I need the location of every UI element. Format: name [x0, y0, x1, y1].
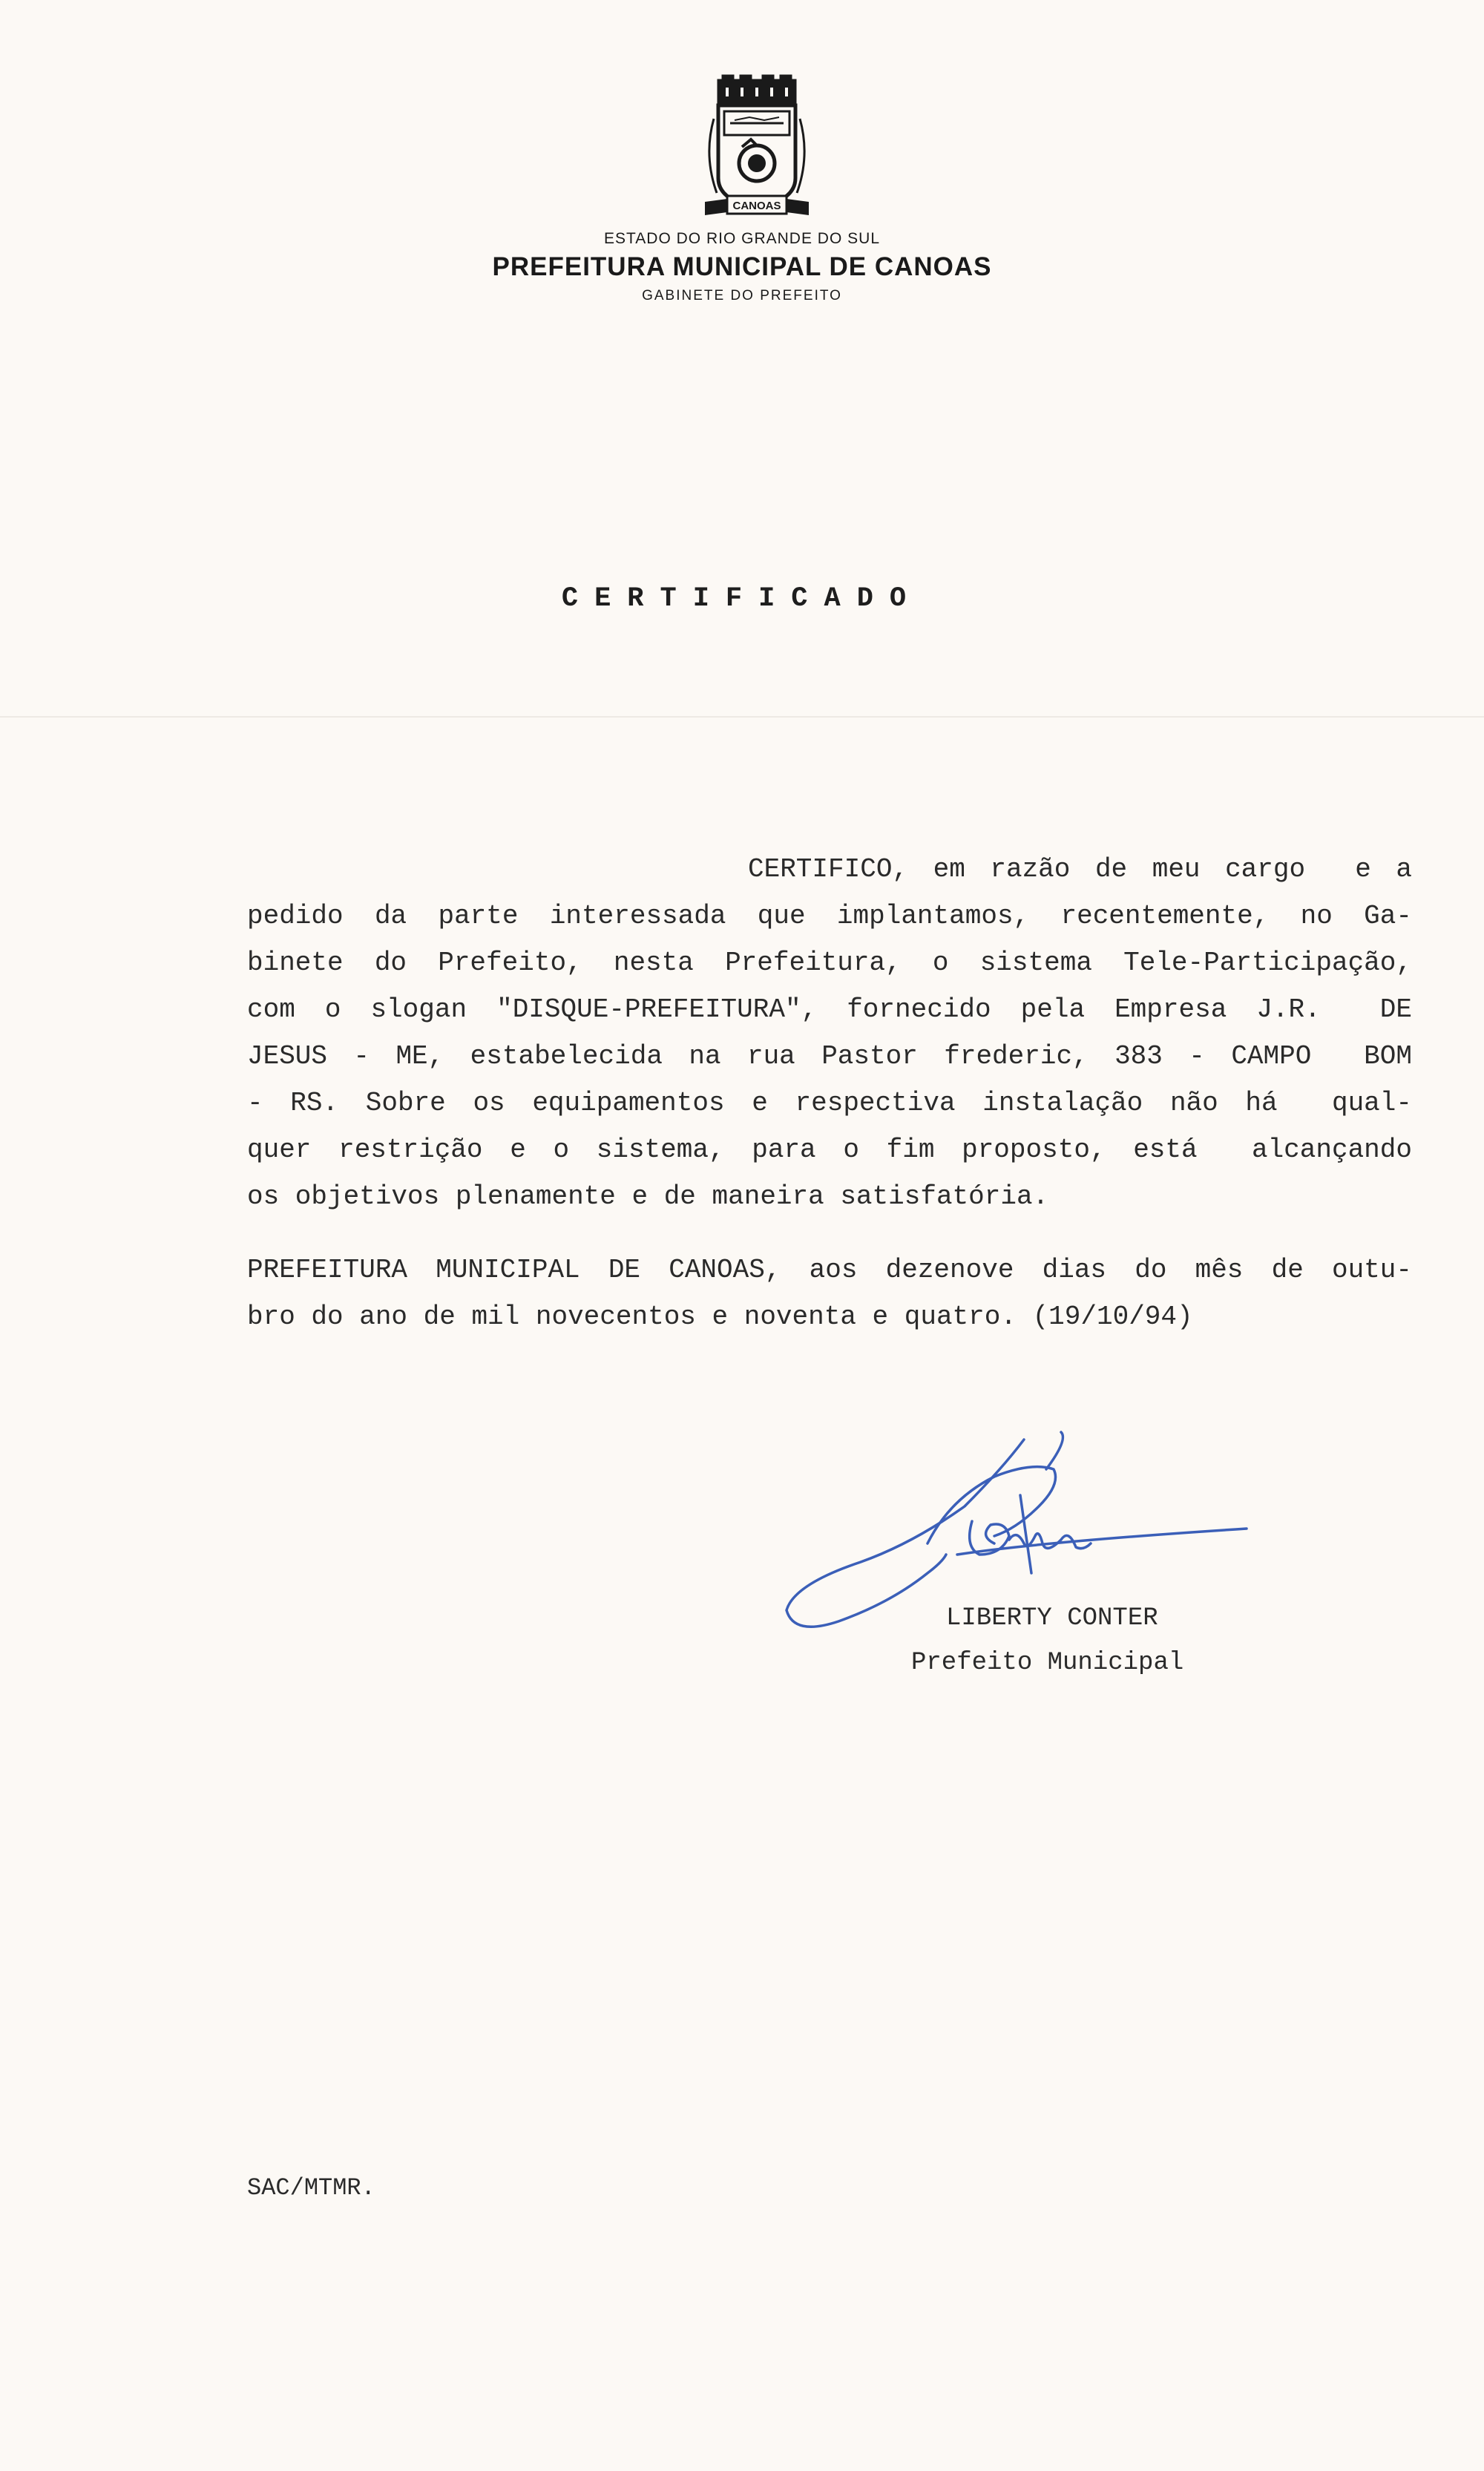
signer-name: LIBERTY CONTER	[946, 1604, 1158, 1632]
canoas-coat-of-arms-icon	[697, 74, 816, 223]
paragraph-line: CERTIFICO, em razão de meu cargo e a	[748, 854, 1412, 885]
paragraph-line: quer restrição e o sistema, para o fim proposto, está alcançando	[247, 1135, 1412, 1165]
reference-code: SAC/MTMR.	[247, 2174, 375, 2202]
paragraph-line: bro do ano de mil novecentos e noventa e quatro. (19/10/94)	[247, 1302, 1193, 1332]
paragraph-line: binete do Prefeito, nesta Prefeitura, o sistema Tele-Participação,	[247, 948, 1412, 978]
paragraph-line: pedido da parte interessada que implantamos, recentemente, no Ga-	[247, 901, 1412, 931]
letterhead-prefeitura: PREFEITURA MUNICIPAL DE CANOAS	[492, 252, 992, 281]
paragraph-line: os objetivos plenamente e de maneira satisfatória.	[247, 1181, 1049, 1212]
paragraph-line: - RS. Sobre os equipamentos e respectiva instalação não há qual-	[247, 1088, 1412, 1118]
handwritten-signature	[779, 1425, 1261, 1684]
body-paragraph-2	[247, 1247, 1412, 1340]
paragraph-line: PREFEITURA MUNICIPAL DE CANOAS, aos dezenove dias do mês de outu-	[247, 1255, 1412, 1285]
letterhead-gabinete: GABINETE DO PREFEITO	[642, 288, 842, 303]
paragraph-line: com o slogan "DISQUE-PREFEITURA", fornecido pela Empresa J.R. DE	[247, 994, 1412, 1025]
document-title: CERTIFICADO	[561, 583, 923, 614]
paper-fold-line	[0, 716, 1484, 718]
signer-role: Prefeito Municipal	[911, 1649, 1184, 1677]
crest-scroll-text: CANOAS	[732, 200, 781, 212]
letterhead-state: ESTADO DO RIO GRANDE DO SUL	[604, 230, 880, 247]
signature-text: Conter	[1180, 1469, 1184, 1470]
paragraph-line: JESUS - ME, estabelecida na rua Pastor frederic, 383 - CAMPO BOM	[247, 1041, 1412, 1072]
body-paragraph-1	[247, 846, 1412, 1220]
